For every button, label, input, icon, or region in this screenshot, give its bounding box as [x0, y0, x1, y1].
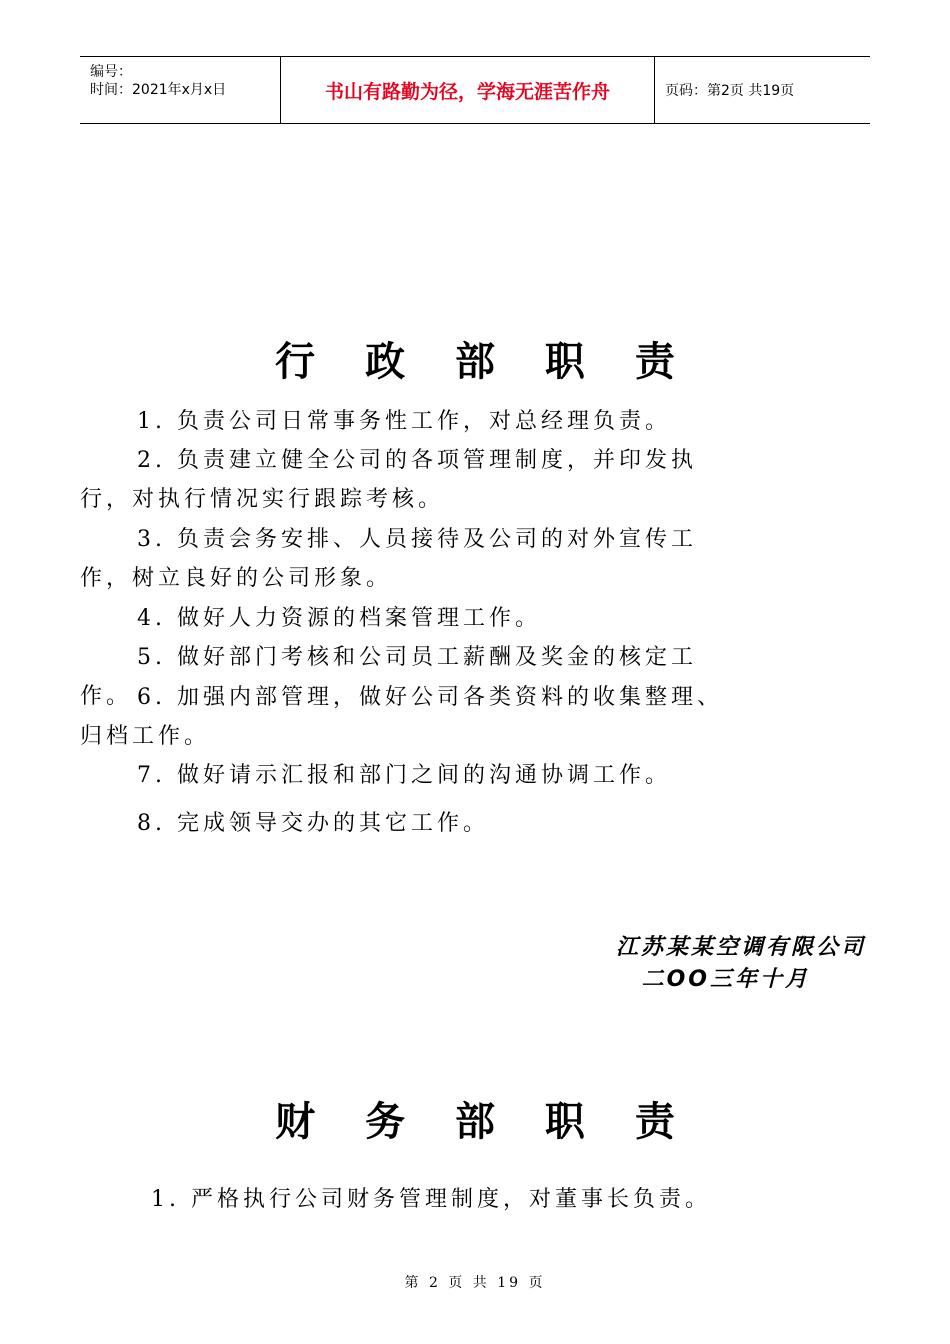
admin-item-6: 6. 加强内部管理，做好公司各类资料的收集整理、归档工作。 [80, 685, 723, 749]
page-header [80, 56, 870, 124]
document-time-label: 时间：2021年x月x日 [90, 82, 227, 98]
admin-item-3: 3. 负责会务安排、人员接待及公司的对外宣传工作，树立良好的公司形象。 [80, 527, 697, 591]
signature-date: 二OO三年十月 [641, 967, 810, 992]
document-number-label: 编号： [90, 64, 132, 80]
admin-item-8: 8. 完成领导交办的其它工作。 [137, 811, 489, 836]
admin-item-4: 4. 做好人力资源的档案管理工作。 [137, 606, 541, 631]
admin-item-7: 7. 做好请示汇报和部门之间的沟通协调工作。 [137, 763, 671, 788]
finance-item-1: 1. 严格执行公司财务管理制度，对董事长负责。 [151, 1187, 711, 1212]
header-meta [80, 57, 281, 123]
header-page-info: 页码：第2页 共19页 [665, 83, 795, 99]
admin-item-1: 1. 负责公司日常事务性工作，对总经理负责。 [137, 409, 671, 434]
admin-item-5: 5. 做好部门考核和公司员工薪酬及奖金的核定工作。 [80, 645, 697, 709]
section-title-administration: 行 政 部 职 责 [275, 338, 693, 385]
company-signature: 江苏某某空调有限公司 [615, 935, 866, 960]
header-motto: 书山有路勤为径，学海无涯苦作舟 [281, 57, 655, 123]
admin-item-2: 2. 负责建立健全公司的各项管理制度，并印发执行，对执行情况实行跟踪考核。 [80, 448, 697, 512]
section-title-finance: 财 务 部 职 责 [275, 1098, 693, 1145]
page-footer: 第 2 页 共 19 页 [404, 1275, 546, 1291]
